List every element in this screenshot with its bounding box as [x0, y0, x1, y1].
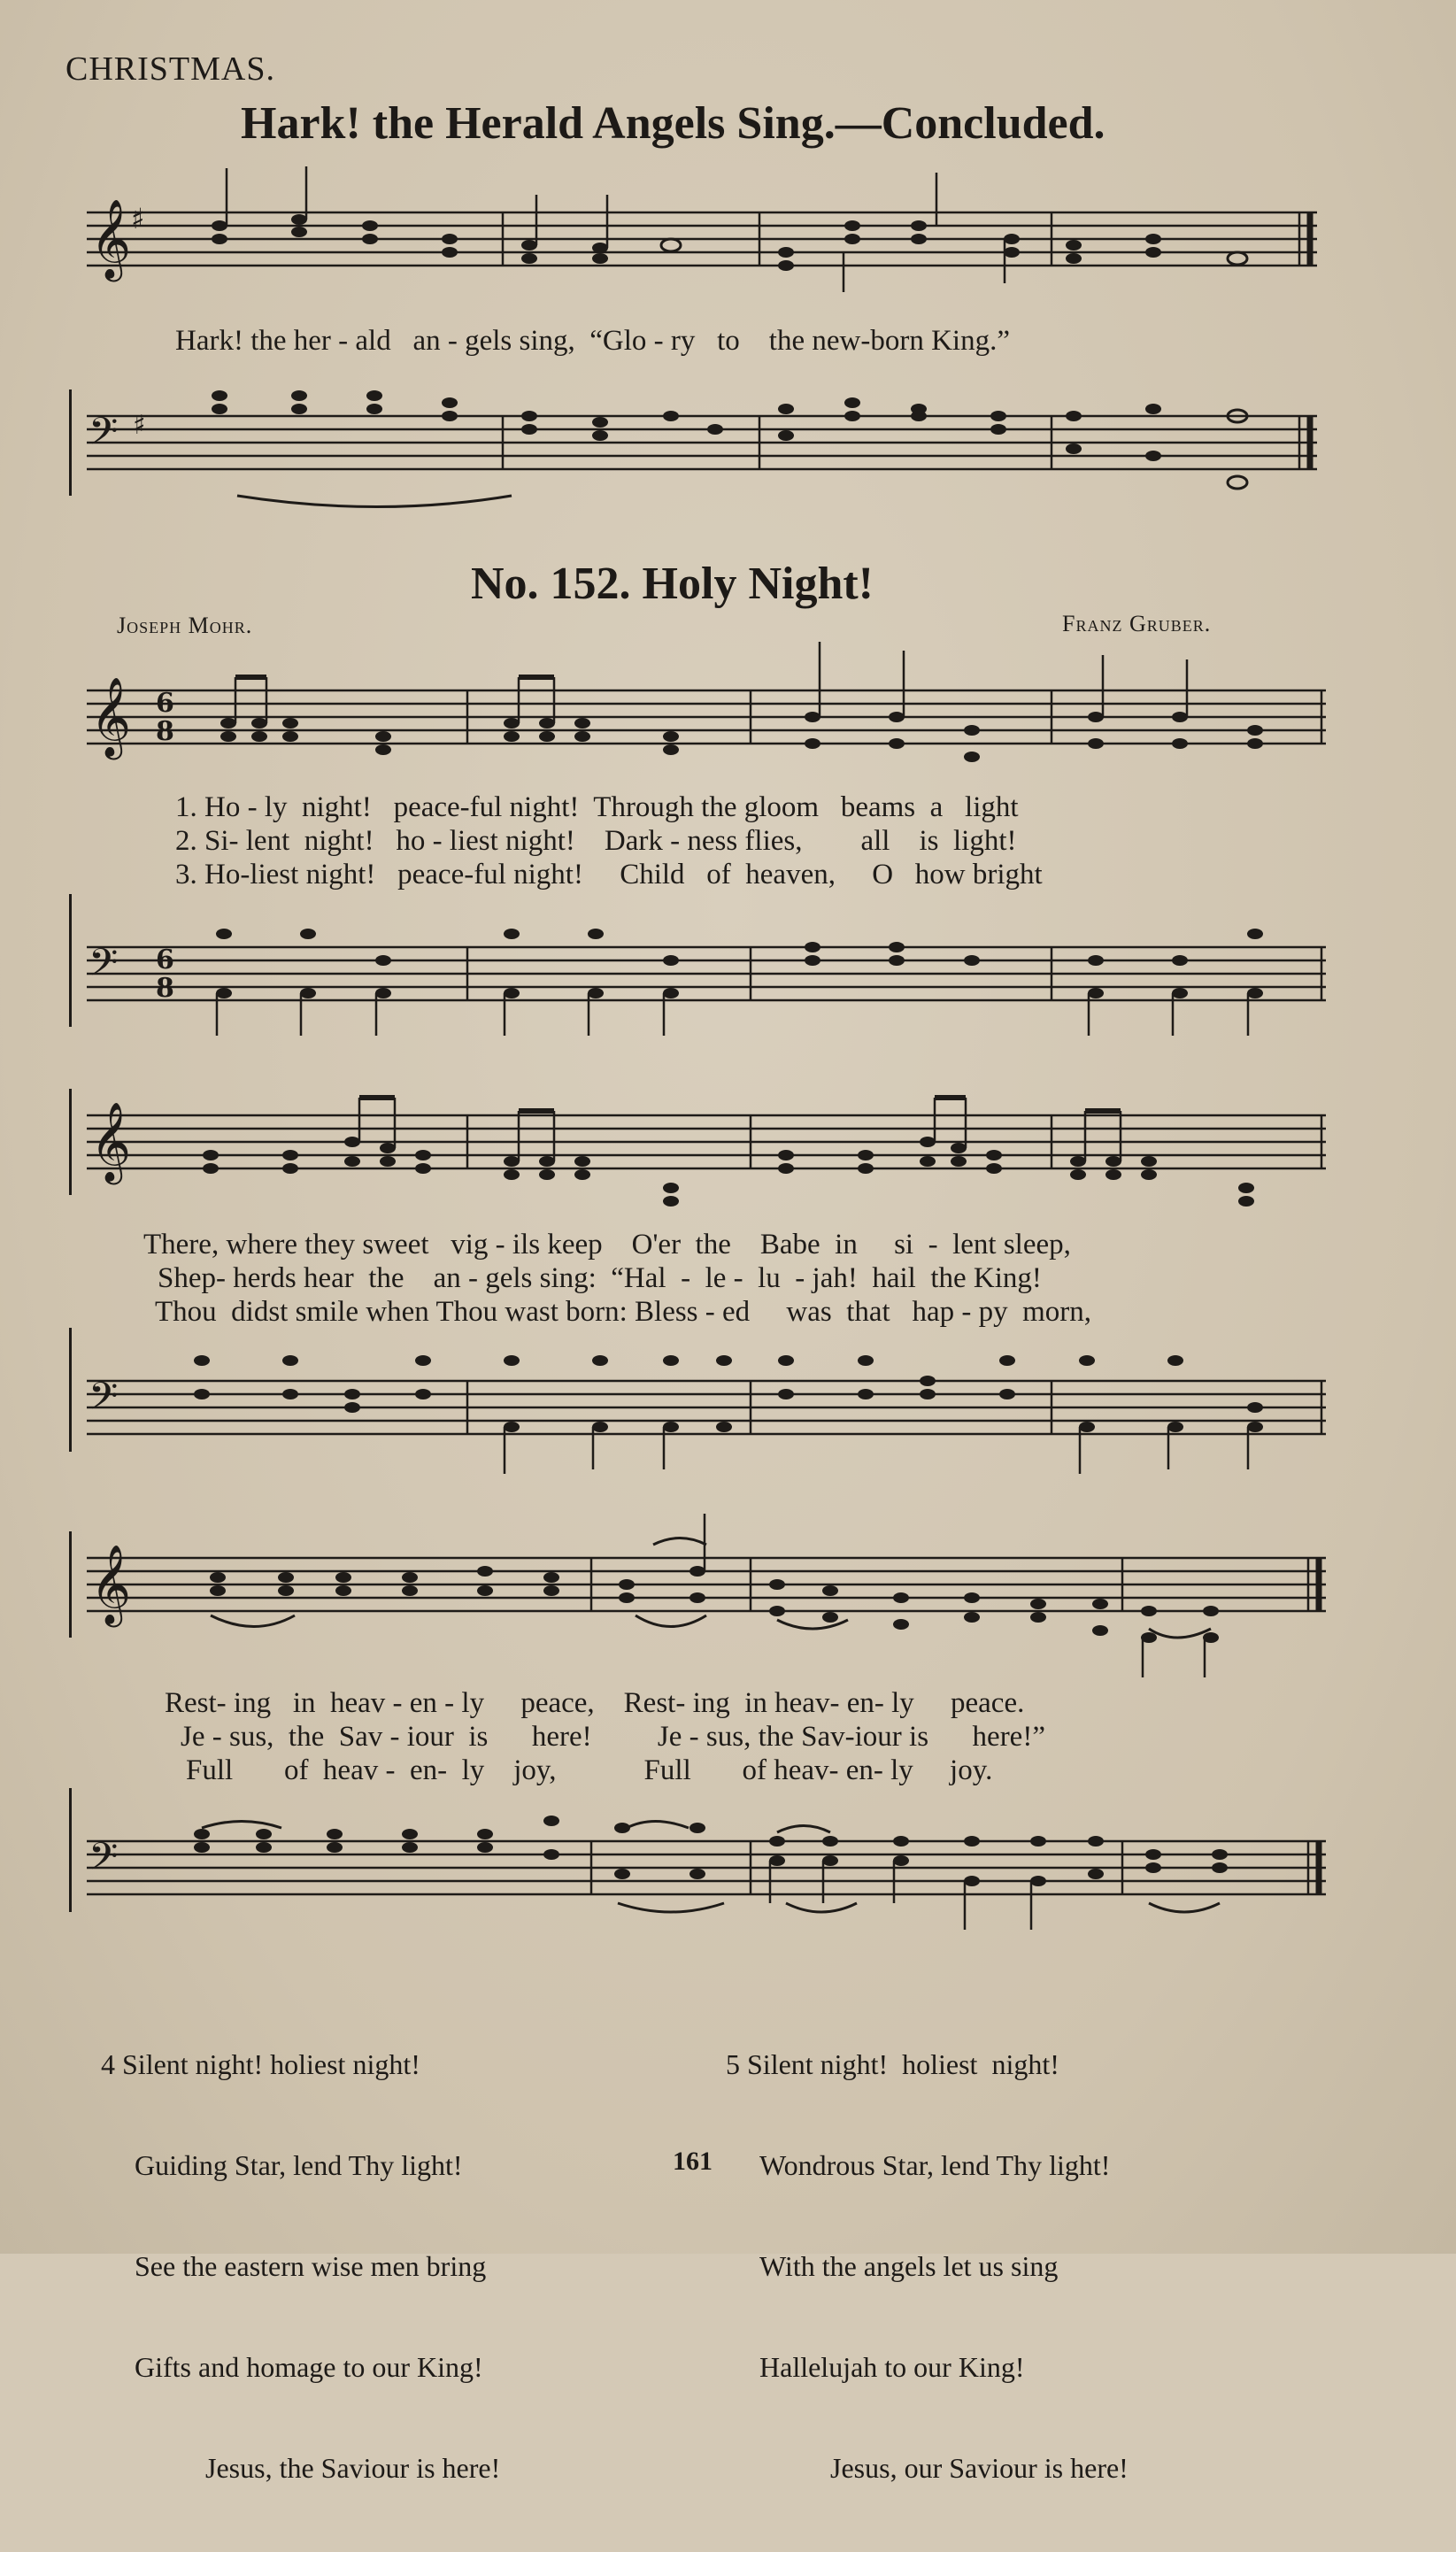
svg-text:𝄞: 𝄞	[90, 1102, 132, 1182]
svg-text:8: 8	[156, 716, 174, 747]
stanza-4-line-1: 4 Silent night! holiest night!	[101, 2048, 420, 2080]
svg-text:♯: ♯	[131, 202, 145, 235]
section-label: CHRISTMAS.	[65, 50, 275, 88]
svg-text:8: 8	[156, 973, 174, 1004]
system2-lyric-verse3: Thou didst smile when Thou wast born: Bless - ed was that hap - py morn,	[155, 1296, 1092, 1328]
lyricist: Joseph Mohr.	[117, 613, 253, 638]
svg-text:𝄞: 𝄞	[90, 677, 132, 757]
system2-lyric-verse2: Shep- herds hear the an - gels sing: “Hal - le - lu - jah! hail the King!	[158, 1262, 1042, 1294]
system1-treble-staff	[69, 637, 1326, 788]
stanza-5-line-3: With the angels let us sing	[759, 2250, 1059, 2282]
hymn-title: No. 152. Holy Night!	[471, 559, 874, 609]
page-number: 161	[673, 2147, 713, 2176]
system3-lyric-verse1: Rest- ing in heav - en - ly peace, Rest- ing in heav- en- ly peace.	[165, 1687, 1025, 1719]
system3-lyric-verse3: Full of heav - en- ly joy, Full of heav- en- ly joy.	[186, 1754, 993, 1786]
system2-bass-staff	[69, 1328, 1326, 1496]
system1-lyric-verse2: 2. Si- lent night! ho - liest night! Dark - ness flies, all is light!	[175, 825, 1017, 857]
svg-text:6: 6	[156, 688, 174, 719]
svg-text:𝄞: 𝄞	[90, 1545, 132, 1624]
system3-bass-staff	[69, 1788, 1344, 1965]
stanza-4	[101, 1980, 500, 2552]
system3-lyric-verse2: Je - sus, the Sav - iour is here! Je - sus, the Sav-iour is here!”	[181, 1721, 1045, 1753]
svg-text:𝄞: 𝄞	[90, 199, 132, 279]
composer: Franz Gruber.	[1062, 611, 1212, 636]
system2-treble-staff	[69, 1062, 1326, 1230]
hark-bass-staff	[69, 363, 1326, 540]
svg-text:𝄢: 𝄢	[89, 410, 119, 463]
system1-bass-staff	[69, 894, 1326, 1062]
system2-lyric-verse1: There, where they sweet vig - ils keep O'er the Babe in si - lent sleep,	[143, 1229, 1071, 1261]
stanza-5	[726, 1980, 1129, 2552]
svg-text:𝄢: 𝄢	[89, 941, 119, 994]
stanza-5-line-1: 5 Silent night! holiest night!	[726, 2048, 1059, 2080]
svg-text:6: 6	[156, 944, 174, 975]
stanza-4-line-3: See the eastern wise men bring	[135, 2250, 487, 2282]
stanza-5-line-2: Wondrous Star, lend Thy light!	[759, 2149, 1111, 2181]
system1-lyric-verse3: 3. Ho-liest night! peace-ful night! Child of heaven, O how bright	[175, 859, 1043, 891]
system3-treble-staff	[69, 1505, 1344, 1682]
system1-lyric-verse1: 1. Ho - ly night! peace-ful night! Through the gloom beams a light	[175, 791, 1019, 823]
stanza-4-line-2: Guiding Star, lend Thy light!	[135, 2149, 463, 2181]
stanza-5-line-4: Hallelujah to our King!	[759, 2351, 1025, 2383]
svg-text:𝄢: 𝄢	[89, 1375, 119, 1428]
continued-title: Hark! the Herald Angels Sing.—Concluded.	[241, 98, 1105, 149]
svg-text:♯: ♯	[133, 410, 146, 441]
stanza-5-line-5: Jesus, our Saviour is here!	[830, 2452, 1129, 2484]
stanza-4-line-4: Gifts and homage to our King!	[135, 2351, 483, 2383]
hark-lyric-line: Hark! the her - ald an - gels sing, “Glo - ry to the new-born King.”	[175, 325, 1010, 357]
stanza-4-line-5: Jesus, the Saviour is here!	[205, 2452, 501, 2484]
svg-text:𝄢: 𝄢	[89, 1835, 119, 1888]
hark-treble-staff	[69, 159, 1326, 345]
